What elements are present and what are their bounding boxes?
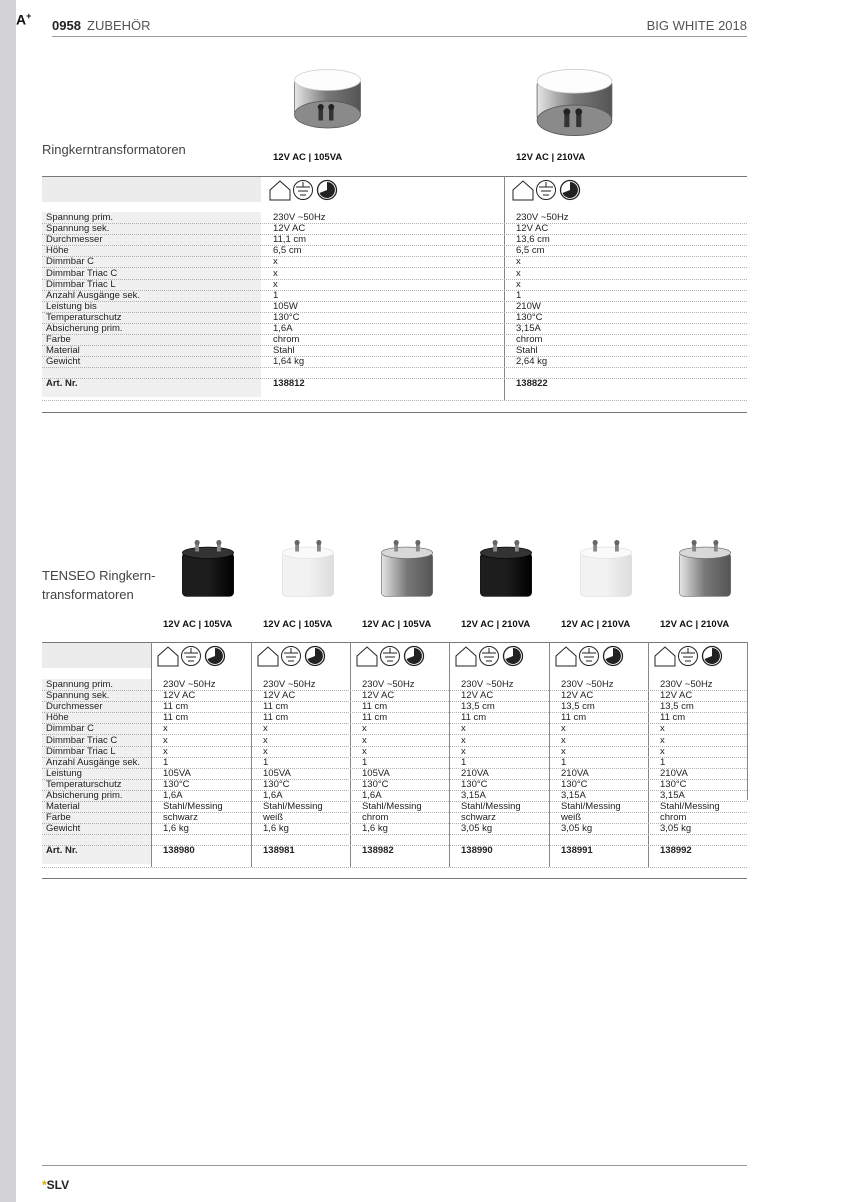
spec-value: x — [561, 723, 566, 735]
spec-value: 12V AC — [273, 223, 306, 235]
spec-value: x — [461, 745, 466, 757]
row-label: Dimmbar C — [46, 723, 95, 735]
spec-value: schwarz — [461, 812, 496, 824]
row-label: Anzahl Ausgänge sek. — [46, 756, 141, 768]
model-label: 12V AC | 210VA — [660, 619, 730, 630]
row-label: Dimmbar Triac L — [46, 278, 116, 290]
footer-rule — [42, 1165, 747, 1166]
spec-value: x — [461, 723, 466, 735]
spec-value: 130°C — [273, 311, 300, 323]
transformer-image — [672, 540, 738, 604]
spec-value: x — [163, 723, 168, 735]
spec-value: 1 — [561, 756, 567, 768]
spec-value: 130°C — [516, 311, 543, 323]
transformer-image — [532, 62, 617, 148]
indoor-house-icon — [270, 181, 290, 200]
spec-value: 210VA — [461, 767, 489, 779]
section2-title: TENSEO Ringkern- transformatoren — [42, 568, 156, 602]
spec-value: 105VA — [163, 767, 191, 779]
spec-value: 1 — [660, 756, 666, 768]
art-nr-value: 138982 — [362, 845, 394, 857]
spec-value: x — [660, 723, 665, 735]
protection-class-icon — [182, 647, 201, 666]
section2-col3-icons — [455, 645, 525, 667]
row-label: Dimmbar Triac C — [46, 267, 118, 279]
indoor-house-icon — [456, 647, 476, 666]
spec-value: 130°C — [561, 778, 588, 790]
column-divider — [747, 642, 748, 800]
spec-value: 13,5 cm — [561, 701, 595, 713]
row-label: Temperaturschutz — [46, 311, 122, 323]
spec-value: 105VA — [263, 767, 291, 779]
spec-value: 12V AC — [263, 690, 296, 702]
spec-value: 1,64 kg — [273, 356, 305, 368]
spec-value: 130°C — [263, 778, 290, 790]
spec-value: 1,6A — [362, 790, 382, 801]
row-label: Farbe — [46, 334, 71, 346]
spec-value: 11 cm — [561, 712, 587, 724]
spec-value: 1,6A — [273, 323, 293, 334]
spec-value: 130°C — [362, 778, 389, 790]
spec-value: 12V AC — [561, 690, 594, 702]
spec-value: 130°C — [461, 778, 488, 790]
spec-value: 1,6A — [263, 790, 283, 801]
spec-value: 230V ~50Hz — [163, 679, 216, 690]
model-label: 12V AC | 105VA — [163, 619, 233, 630]
protection-class-icon — [282, 647, 301, 666]
spec-value: x — [263, 734, 268, 746]
row-label: Gewicht — [46, 356, 81, 368]
spec-value: 1 — [273, 289, 279, 301]
energy-class-mark: A+ — [16, 11, 32, 28]
section2-col5-icons — [654, 645, 724, 667]
section1-col0-icons — [269, 179, 339, 201]
section2-col4-icons — [555, 645, 625, 667]
slv-logo: *SLV — [42, 1178, 70, 1192]
spec-value: chrom — [362, 812, 389, 824]
transformer-image — [175, 540, 241, 604]
protection-class-icon — [480, 647, 499, 666]
dimmable-icon — [206, 647, 225, 666]
spec-value: 1,6 kg — [163, 823, 189, 835]
transformer-image — [573, 540, 639, 604]
spec-value: x — [516, 267, 521, 279]
dimmable-icon — [405, 647, 424, 666]
spec-value: 230V ~50Hz — [263, 679, 316, 690]
spec-value: 2,64 kg — [516, 356, 548, 368]
dimmable-icon — [604, 647, 623, 666]
page-header — [52, 18, 747, 37]
catalog-title: BIG WHITE 2018 — [646, 18, 747, 33]
section1-col1-icons — [512, 179, 582, 201]
spec-value: 13,5 cm — [660, 701, 694, 713]
spec-value: x — [362, 723, 367, 735]
row-label: Spannung sek. — [46, 223, 110, 235]
dimmable-icon — [306, 647, 325, 666]
model-label: 12V AC | 105VA — [263, 619, 333, 630]
spec-value: x — [273, 267, 278, 279]
dimmable-icon — [318, 181, 337, 200]
art-nr-value: 138992 — [660, 845, 692, 857]
protection-class-icon — [679, 647, 698, 666]
icon-header-cell — [42, 177, 261, 202]
spec-value: x — [362, 734, 367, 746]
spec-value: 6,5 cm — [516, 245, 545, 257]
spec-value: x — [516, 278, 521, 290]
spec-value: 1,6 kg — [362, 823, 388, 835]
spec-value: 230V ~50Hz — [273, 212, 326, 223]
spec-value: 3,05 kg — [660, 823, 692, 835]
table-bottom-rule — [42, 412, 747, 413]
row-label: Gewicht — [46, 823, 81, 835]
indoor-house-icon — [258, 647, 278, 666]
section1-title: Ringkerntransformatoren — [42, 142, 186, 157]
art-nr-label: Art. Nr. — [46, 845, 78, 857]
spec-value: 11 cm — [362, 701, 388, 713]
spec-value: 1 — [461, 756, 467, 768]
section2-col1-icons — [257, 645, 327, 667]
spec-value: 12V AC — [660, 690, 693, 702]
spec-value: x — [660, 734, 665, 746]
table-row — [42, 856, 747, 868]
spec-value: 12V AC — [362, 690, 395, 702]
spec-value: 11 cm — [362, 712, 388, 724]
model-label: 12V AC | 210VA — [461, 619, 531, 630]
model-label: 12V AC | 105VA — [362, 619, 432, 630]
row-label: Temperaturschutz — [46, 778, 122, 790]
spec-value: x — [561, 745, 566, 757]
model-label: 12V AC | 210VA — [516, 152, 586, 163]
indoor-house-icon — [158, 647, 178, 666]
spec-value: chrom — [516, 334, 543, 346]
art-nr-value: 138812 — [273, 378, 305, 390]
spec-value: 11 cm — [263, 701, 289, 713]
spec-value: x — [263, 745, 268, 757]
section-name: ZUBEHÖR — [87, 18, 151, 33]
spec-value: 3,15A — [461, 790, 486, 801]
row-label: Spannung sek. — [46, 690, 110, 702]
table-row — [42, 367, 747, 379]
spec-value: 11 cm — [461, 712, 487, 724]
row-label: Material — [46, 801, 80, 813]
art-nr-value: 138822 — [516, 378, 548, 390]
row-label: Leistung bis — [46, 300, 97, 312]
row-label: Anzahl Ausgänge sek. — [46, 289, 141, 301]
transformer-image — [275, 540, 341, 604]
table-bottom-rule — [42, 878, 747, 879]
spec-value: 230V ~50Hz — [561, 679, 614, 690]
spec-value: 3,15A — [660, 790, 685, 801]
spec-value: 11 cm — [263, 712, 289, 724]
spec-value: 130°C — [660, 778, 687, 790]
row-label: Spannung prim. — [46, 212, 114, 223]
row-label: Leistung — [46, 767, 82, 779]
row-label: Durchmesser — [46, 701, 103, 713]
row-label: Durchmesser — [46, 234, 103, 246]
protection-class-icon — [537, 181, 556, 200]
spec-value: 105VA — [362, 767, 390, 779]
spec-value: 3,05 kg — [461, 823, 493, 835]
row-label: Absicherung prim. — [46, 790, 123, 801]
dimmable-icon — [504, 647, 523, 666]
spec-value: x — [461, 734, 466, 746]
model-label: 12V AC | 105VA — [273, 152, 343, 163]
spec-value: Stahl — [516, 345, 538, 357]
dimmable-icon — [703, 647, 722, 666]
spec-value: 210VA — [660, 767, 688, 779]
spec-value: 230V ~50Hz — [461, 679, 514, 690]
spec-value: schwarz — [163, 812, 198, 824]
spec-value: 230V ~50Hz — [516, 212, 569, 223]
spec-value: 210VA — [561, 767, 589, 779]
table-row — [42, 389, 747, 401]
spec-value: 13,6 cm — [516, 234, 550, 246]
indoor-house-icon — [655, 647, 675, 666]
spec-value: 1,6A — [163, 790, 183, 801]
spec-value: weiß — [263, 812, 284, 824]
side-tab-bar — [0, 0, 16, 1202]
spec-value: x — [516, 256, 521, 268]
row-label: Spannung prim. — [46, 679, 114, 690]
indoor-house-icon — [357, 647, 377, 666]
spec-value: chrom — [273, 334, 300, 346]
spec-value: 230V ~50Hz — [660, 679, 713, 690]
transformer-image — [290, 62, 365, 140]
icon-header-cell — [42, 643, 151, 668]
spec-value: 210W — [516, 300, 541, 312]
spec-value: Stahl/Messing — [163, 801, 223, 813]
spec-value: 11 cm — [660, 712, 686, 724]
spec-value: weiß — [561, 812, 582, 824]
spec-value: 130°C — [163, 778, 190, 790]
spec-value: 12V AC — [461, 690, 494, 702]
indoor-house-icon — [513, 181, 533, 200]
section2-col0-icons — [157, 645, 227, 667]
spec-value: x — [660, 745, 665, 757]
row-label: Farbe — [46, 812, 71, 824]
spec-value: Stahl/Messing — [461, 801, 521, 813]
transformer-image — [473, 540, 539, 604]
art-nr-value: 138991 — [561, 845, 593, 857]
protection-class-icon — [381, 647, 400, 666]
spec-value: Stahl — [273, 345, 295, 357]
art-nr-label: Art. Nr. — [46, 378, 78, 390]
spec-value: x — [273, 256, 278, 268]
spec-value: x — [163, 734, 168, 746]
spec-value: 1 — [163, 756, 169, 768]
spec-value: 12V AC — [163, 690, 196, 702]
indoor-house-icon — [556, 647, 576, 666]
dimmable-icon — [561, 181, 580, 200]
spec-value: Stahl/Messing — [561, 801, 621, 813]
spec-value: 11,1 cm — [273, 234, 307, 246]
art-nr-value: 138981 — [263, 845, 295, 857]
spec-value: x — [362, 745, 367, 757]
row-label: Material — [46, 345, 80, 357]
row-label: Dimmbar Triac L — [46, 745, 116, 757]
page-number: 0958 — [52, 18, 81, 33]
spec-value: 1 — [362, 756, 368, 768]
spec-value: 105W — [273, 300, 298, 312]
spec-value: 11 cm — [163, 701, 189, 713]
spec-value: 6,5 cm — [273, 245, 302, 257]
row-label: Absicherung prim. — [46, 323, 123, 334]
spec-value: Stahl/Messing — [362, 801, 422, 813]
row-label: Dimmbar Triac C — [46, 734, 118, 746]
spec-value: Stahl/Messing — [263, 801, 323, 813]
spec-value: 3,05 kg — [561, 823, 593, 835]
spec-value: 11 cm — [163, 712, 189, 724]
spec-value: 12V AC — [516, 223, 549, 235]
spec-value: 1,6 kg — [263, 823, 289, 835]
table-row — [42, 834, 747, 846]
row-label: Dimmbar C — [46, 256, 95, 268]
row-label: Höhe — [46, 712, 69, 724]
art-nr-value: 138990 — [461, 845, 493, 857]
spec-value: 3,15A — [561, 790, 586, 801]
model-label: 12V AC | 210VA — [561, 619, 631, 630]
spec-value: x — [273, 278, 278, 290]
art-nr-value: 138980 — [163, 845, 195, 857]
spec-value: x — [163, 745, 168, 757]
spec-value: 1 — [516, 289, 522, 301]
transformer-image — [374, 540, 440, 604]
section2-col2-icons — [356, 645, 426, 667]
spec-value: 13,5 cm — [461, 701, 495, 713]
spec-value: x — [561, 734, 566, 746]
spec-value: 3,15A — [516, 323, 541, 334]
protection-class-icon — [294, 181, 313, 200]
spec-value: 230V ~50Hz — [362, 679, 415, 690]
spec-value: 1 — [263, 756, 269, 768]
spec-value: Stahl/Messing — [660, 801, 720, 813]
protection-class-icon — [580, 647, 599, 666]
row-label: Höhe — [46, 245, 69, 257]
spec-value: chrom — [660, 812, 687, 824]
spec-value: x — [263, 723, 268, 735]
